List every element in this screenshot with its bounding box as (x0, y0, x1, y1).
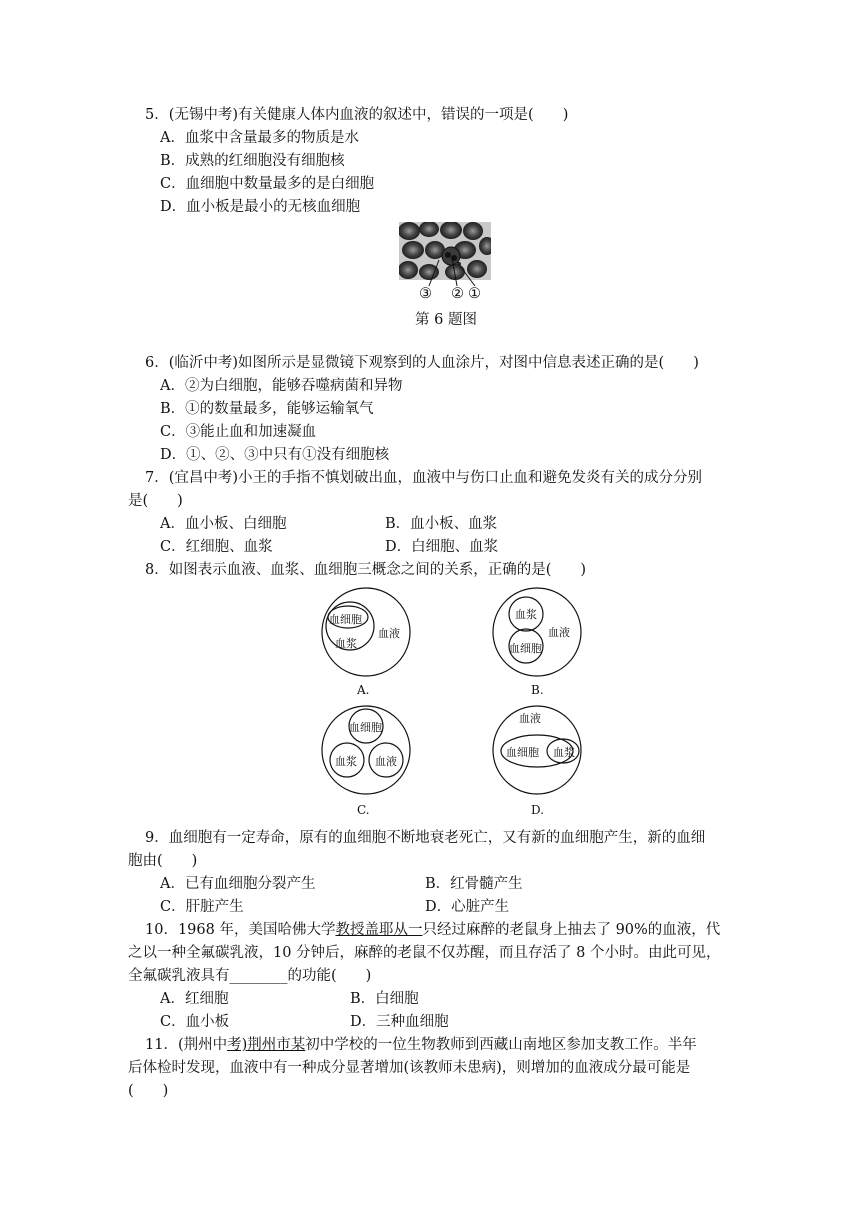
diagram-d-cell-label: 血细胞 (506, 747, 539, 759)
q5-option-d: D．血小板是最小的无核血细胞 (160, 199, 361, 215)
q11-stem-line3: ( ) (128, 1083, 169, 1099)
q11-stem-part1: 11．(荆州中 (145, 1037, 228, 1053)
diagram-d-letter: D. (531, 803, 545, 817)
diagram-c-letter: C. (357, 803, 370, 817)
q5-stem: 5．(无锡中考)有关健康人体内血液的叙述中，错误的一项是( ) (145, 107, 569, 123)
q10-stem-line3: 全氟碳乳液具有________的功能( ) (128, 968, 372, 984)
label-3: ③ (419, 286, 432, 302)
q9-stem-line1: 9．血细胞有一定寿命，原有的血细胞不断地衰老死亡，又有新的血细胞产生，新的血细 (145, 830, 706, 846)
q11-stem-underlined2: 荆州市某 (247, 1037, 306, 1053)
q6-stem: 6．(临沂中考)如图所示是显微镜下观察到的人血涂片，对图中信息表述正确的是( ) (145, 355, 699, 371)
q7-option-b: B．血小板、血浆 (385, 516, 498, 532)
q9-option-c: C．肝脏产生 (160, 899, 244, 915)
q11-stem-underlined1: 考) (227, 1037, 248, 1053)
diagram-a-blood-label: 血液 (378, 628, 400, 640)
q11-stem-part2: 初中学校的一位生物教师到西藏山南地区参加支教工作。半年 (305, 1037, 697, 1053)
q10-stem-underlined: 教授盖耶从一 (335, 922, 423, 938)
diagram-c-cell-label: 血细胞 (349, 722, 382, 734)
q10-option-b: B．白细胞 (350, 991, 419, 1007)
q7-stem-line1: 7．(宜昌中考)小王的手指不慎划破出血，血液中与伤口止血和避免发炎有关的成分分别 (145, 470, 703, 486)
q11-stem-line2: 后体检时发现，血液中有一种成分显著增加(该教师未患病)，则增加的血液成分最可能是 (128, 1060, 691, 1076)
diagram-d-plasma-label: 血浆 (553, 747, 575, 759)
diagram-b-letter: B. (531, 683, 544, 697)
diagram-b-blood-label: 血液 (548, 627, 570, 639)
figure-6-caption: 第 6 题图 (415, 312, 477, 328)
q10-option-d: D．三种血细胞 (350, 1014, 449, 1030)
q6-option-c: C．③能止血和加速凝血 (160, 424, 317, 440)
venn-diagram-c (320, 704, 412, 796)
q7-option-a: A．血小板、白细胞 (160, 516, 287, 532)
diagram-b-cell-label: 血细胞 (509, 643, 542, 655)
q10-option-a: A．红细胞 (160, 991, 229, 1007)
label-2: ② (451, 286, 464, 302)
q9-stem-line2: 胞由( ) (128, 853, 198, 869)
q10-stem-line1 (145, 920, 720, 940)
diagram-c-blood-label: 血液 (375, 756, 397, 768)
diagram-a-plasma-label: 血浆 (335, 638, 357, 650)
diagram-d-blood-label: 血液 (519, 713, 541, 725)
q10-stem-line2: 之以一种全氟碳乳液，10 分钟后，麻醉的老鼠不仅苏醒，而且存活了 8 个小时。由此可见， (128, 945, 721, 961)
q7-option-d: D．白细胞、血浆 (385, 539, 499, 555)
q6-option-b: B．①的数量最多，能够运输氧气 (160, 401, 374, 417)
q9-option-d: D．心脏产生 (425, 899, 510, 915)
q6-option-d: D．①、②、③中只有①没有细胞核 (160, 447, 390, 463)
diagram-a-cell-label: 血细胞 (329, 614, 362, 626)
q6-option-a: A．②为白细胞，能够吞噬病菌和异物 (160, 378, 403, 394)
q7-stem-line2: 是( ) (128, 493, 183, 509)
q5-option-c: C．血细胞中数量最多的是白细胞 (160, 176, 375, 192)
q8-stem: 8．如图表示血液、血浆、血细胞三概念之间的关系，正确的是( ) (145, 562, 587, 578)
q10-stem-part1: 10．1968 年，美国哈佛大学 (145, 922, 336, 938)
q11-stem-line1 (145, 1035, 697, 1055)
label-1: ① (468, 286, 481, 302)
q5-option-a: A．血浆中含量最多的物质是水 (160, 130, 359, 146)
q9-option-a: A．已有血细胞分裂产生 (160, 876, 316, 892)
diagram-c-plasma-label: 血浆 (335, 756, 357, 768)
diagram-b-plasma-label: 血浆 (515, 609, 537, 621)
diagram-a-letter: A. (357, 683, 370, 697)
q5-option-b: B．成熟的红细胞没有细胞核 (160, 153, 345, 169)
q7-option-c: C．红细胞、血浆 (160, 539, 273, 555)
q10-option-c: C．血小板 (160, 1014, 230, 1030)
q10-stem-part2: 只经过麻醉的老鼠身上抽去了 90%的血液，代 (422, 922, 721, 938)
q9-option-b: B．红骨髓产生 (425, 876, 523, 892)
